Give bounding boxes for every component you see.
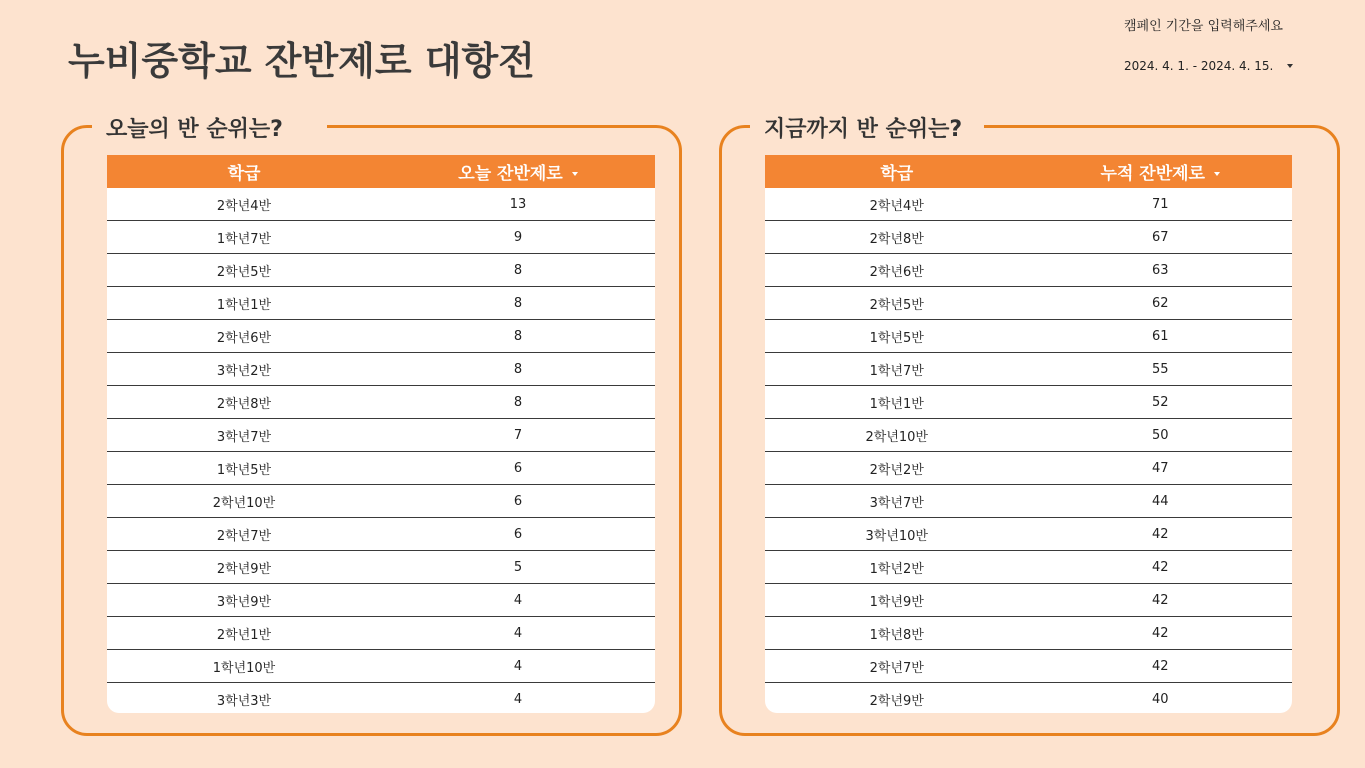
class-name-cell: 1학년5반 [216,462,272,478]
sort-descending-icon [572,172,578,176]
table-row [107,452,655,485]
class-name-cell: 2학년4반 [869,198,924,214]
count-cell: 40 [1151,692,1169,707]
today-rows [107,188,655,713]
table-row [107,683,655,713]
count-cell: 42 [1151,658,1169,674]
class-name-cell: 2학년8반 [869,231,924,247]
sort-descending-icon [1214,172,1220,176]
table-row [107,551,655,584]
class-name-cell: 2학년1반 [216,627,272,643]
count-cell: 55 [1151,361,1169,377]
column-header-cumulative-zero-waste[interactable] [1029,159,1293,184]
campaign-date-range-picker[interactable] [1124,59,1293,73]
class-name-cell: 3학년3반 [216,694,272,709]
class-name-cell: 1학년10반 [212,660,276,676]
count-cell: 4 [513,692,523,707]
count-cell: 42 [1151,559,1169,575]
column-header-class[interactable] [107,159,381,184]
class-name-cell: 1학년9반 [869,594,924,610]
count-cell: 8 [513,328,523,344]
table-row [107,650,655,683]
chevron-down-icon [1287,64,1293,68]
count-cell: 67 [1151,229,1169,245]
class-name-cell: 3학년7반 [216,429,272,445]
column-header-today-zero-waste[interactable] [381,159,655,184]
table-row [765,287,1292,320]
count-cell: 6 [513,526,523,542]
class-name-cell: 2학년7반 [869,660,924,676]
class-name-cell: 1학년7반 [869,363,924,379]
class-name-cell: 2학년5반 [216,264,272,280]
class-name-cell: 2학년7반 [216,528,272,544]
table-row [107,386,655,419]
table-row [765,452,1292,485]
table-row [107,287,655,320]
table-row [107,221,655,254]
table-row [765,419,1292,452]
count-cell: 4 [513,625,523,641]
cumulative-ranking-table [765,155,1292,713]
class-name-cell: 2학년2반 [869,462,924,478]
table-header [765,155,1292,188]
count-cell: 8 [513,361,523,377]
class-name-cell: 3학년7반 [869,495,924,511]
table-row [765,518,1292,551]
table-row [107,518,655,551]
cumulative-ranking-title: 지금까지 반 순위는? [750,112,984,143]
column-header-class[interactable] [765,159,1029,184]
table-row [765,617,1292,650]
count-cell: 62 [1151,295,1169,311]
class-name-cell: 2학년10반 [865,429,928,445]
count-cell: 50 [1151,427,1169,443]
table-row [107,353,655,386]
count-cell: 52 [1151,394,1169,410]
table-row [765,320,1292,353]
count-cell: 42 [1151,625,1169,641]
table-row [107,584,655,617]
class-name-cell: 3학년10반 [865,528,928,544]
table-row [107,254,655,287]
count-cell: 61 [1151,328,1169,344]
count-cell: 4 [513,592,523,608]
count-cell: 63 [1151,262,1169,278]
table-row [765,683,1292,713]
campaign-date-range-value: 2024. 4. 1. - 2024. 4. 15. [1124,59,1274,73]
class-name-cell: 1학년1반 [869,396,924,412]
table-row [765,485,1292,518]
table-row [765,221,1292,254]
count-cell: 8 [513,262,523,278]
table-row [107,320,655,353]
count-cell: 9 [513,229,523,245]
table-row [765,584,1292,617]
class-name-cell: 1학년5반 [869,330,924,346]
count-cell: 13 [509,196,527,212]
count-cell: 42 [1151,592,1169,608]
column-header-class-label: 학급 [227,164,261,184]
table-row [107,188,655,221]
count-cell: 4 [513,658,523,674]
class-name-cell: 1학년1반 [216,297,272,313]
count-cell: 71 [1151,196,1169,212]
class-name-cell: 3학년2반 [216,363,272,379]
class-name-cell: 2학년10반 [212,495,276,511]
class-name-cell: 1학년7반 [216,231,272,247]
class-name-cell: 2학년6반 [216,330,272,346]
class-name-cell: 2학년9반 [869,694,924,709]
table-row [107,419,655,452]
table-row [107,485,655,518]
cumulative-ranking-panel [719,117,1340,736]
table-row [765,353,1292,386]
page-title: 누비중학교 잔반제로 대항전 [68,39,535,83]
today-ranking-title: 오늘의 반 순위는? [92,112,327,143]
count-cell: 8 [513,295,523,311]
class-name-cell: 1학년8반 [869,627,924,643]
class-name-cell: 2학년8반 [216,396,272,412]
table-row [765,551,1292,584]
table-row [765,188,1292,221]
count-cell: 6 [513,460,523,476]
today-ranking-table [107,155,655,713]
table-header [107,155,655,188]
column-header-today-label: 오늘 잔반제로 [458,164,563,184]
count-cell: 7 [513,427,523,443]
count-cell: 47 [1151,460,1169,476]
class-name-cell: 2학년5반 [869,297,924,313]
table-row [765,386,1292,419]
table-row [107,617,655,650]
cumulative-rows [765,188,1292,713]
table-row [765,650,1292,683]
count-cell: 5 [513,559,523,575]
class-name-cell: 2학년9반 [216,561,272,577]
count-cell: 6 [513,493,523,509]
class-name-cell: 2학년4반 [216,198,272,214]
count-cell: 42 [1151,526,1169,542]
table-row [765,254,1292,287]
class-name-cell: 1학년2반 [869,561,924,577]
column-header-class-label: 학급 [880,164,914,184]
today-ranking-panel [61,117,682,736]
campaign-period-label: 캠페인 기간을 입력해주세요 [1124,19,1283,34]
count-cell: 8 [513,394,523,410]
class-name-cell: 2학년6반 [869,264,924,280]
count-cell: 44 [1151,493,1169,509]
column-header-cumulative-label: 누적 잔반제로 [1100,164,1205,184]
class-name-cell: 3학년9반 [216,594,272,610]
